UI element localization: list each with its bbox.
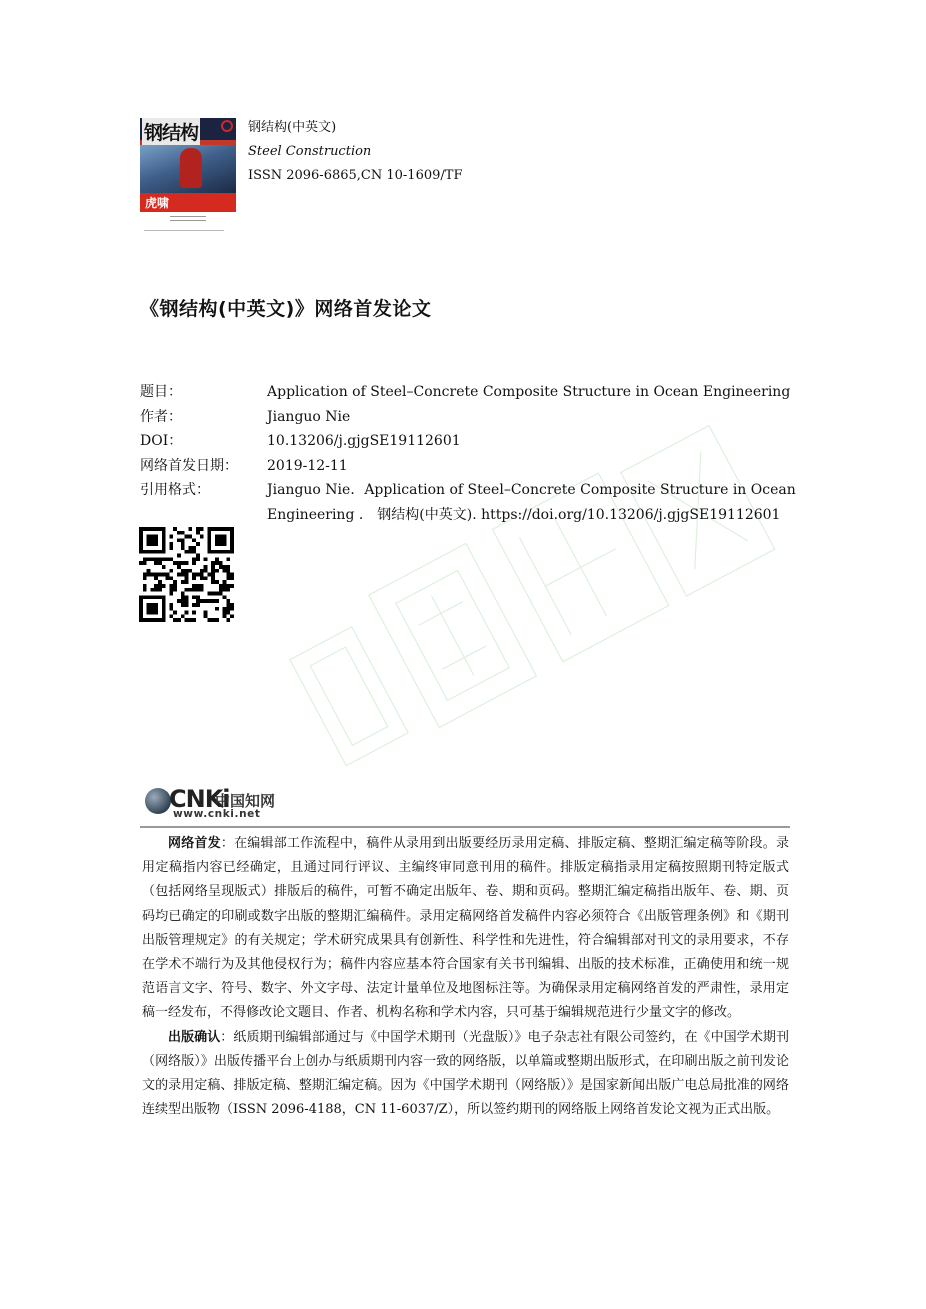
doi-value[interactable]: 10.13206/j.gjgSE19112601 xyxy=(267,433,461,449)
page-title: 《钢结构(中英文)》网络首发论文 xyxy=(140,298,432,320)
notice-section xyxy=(142,832,789,1122)
citation-label: 引用格式： xyxy=(140,482,210,498)
publication-heading: 出版确认 xyxy=(168,1029,221,1045)
cnki-logo-cn: 中国知网 xyxy=(215,792,276,810)
cover-fineprint xyxy=(170,216,206,217)
divider xyxy=(140,826,790,828)
journal-issn: ISSN 2096-6865,CN 10-1609/TF xyxy=(248,168,463,183)
cover-fineprint xyxy=(170,220,206,221)
qr-modules xyxy=(139,527,234,622)
doi-label: DOI： xyxy=(140,433,183,449)
online-first-heading: 网络首发 xyxy=(168,836,221,851)
qr-code[interactable] xyxy=(139,527,234,622)
title-value: Application of Steel–Concrete Composite Structure in Ocean Engineering xyxy=(267,384,791,400)
citation-line-1: Jianguo Nie．Application of Steel–Concrete Composite Structure in Ocean xyxy=(267,482,796,498)
cover-figure xyxy=(180,148,202,188)
title-label: 题目： xyxy=(140,384,182,400)
date-value: 2019-12-11 xyxy=(267,457,348,474)
cnki-logo xyxy=(145,786,285,820)
cover-bottom xyxy=(140,212,236,238)
cnki-logo-text: CNKi xyxy=(169,785,230,813)
cover-title: 钢结构 xyxy=(142,118,200,145)
date-label: 网络首发日期： xyxy=(140,457,238,474)
author-label: 作者： xyxy=(140,408,182,425)
journal-name-cn: 钢结构(中英文) xyxy=(248,120,337,135)
journal-info xyxy=(248,116,462,188)
author-value: Jianguo Nie xyxy=(267,408,351,425)
journal-name-en: Steel Construction xyxy=(248,144,372,159)
journal-emblem-icon xyxy=(221,120,233,132)
citation-line-2: Engineering ． 钢结构(中英文). https://doi.org/10.13206/j.gjgSE19112601 xyxy=(267,506,781,523)
cover-fineprint xyxy=(144,230,224,231)
globe-icon xyxy=(145,788,171,814)
cnki-url: www.cnki.net xyxy=(173,808,261,820)
journal-cover xyxy=(140,118,236,238)
cover-banner-text: 虎啸 xyxy=(145,196,170,210)
online-first-text: ：在编辑部工作流程中，稿件从录用到出版要经历录用定稿、排版定稿、整期汇编定稿等阶段。录用定稿指内容已经确定，且通过同行评议、主编终审同意刊用的稿件。排版定稿指录用定稿按照期刊特定版式（包括网络呈现版式）排版后的稿件，可暂不确定出版年、卷、期和页码。整期汇编定稿指出版年、卷、期、页码均已确定的印刷或数字出版的整期汇编稿件。录用定稿网络首发稿件内容必须符合《出版管理条例》和《期刊出版管理规定》的有关规定；学术研究成果具有创新性、科学性和先进性，符合编辑部对刊文的录用要求，不存在学术不端行为及其他侵权行为；稿件内容应基本符合国家有关书刊编辑、出版的技术标准，正确使用和统一规范语言文字、符号、数字、外文字母、法定计量单位及地图标注等。为确保录用定稿网络首发的严肃性，录用定稿一经发布，不得修改论文题目、作者、机构名称和学术内容，只可基于编辑规范进行少量文字的修改。 xyxy=(142,836,789,1021)
cover-top-panel xyxy=(140,118,236,212)
publication-text: ：纸质期刊编辑部通过与《中国学术期刊（光盘版）》电子杂志社有限公司签约，在《中国学术期刊（网络版）》出版传播平台上创办与纸质期刊内容一致的网络版，以单篇或整期出版形式，在印刷出版之前刊发论文的录用定稿、排版定稿、整期汇编定稿。因为《中国学术期刊（网络版）》是国家新闻出版广电总局批准的网络连续型出版物（ISSN 2096-4188，CN 11-6037/Z），所以签约期刊的网络版上网络首发论文视为正式出版。 xyxy=(142,1029,789,1118)
online-first-paragraph xyxy=(142,832,789,1026)
publication-paragraph xyxy=(142,1026,789,1123)
